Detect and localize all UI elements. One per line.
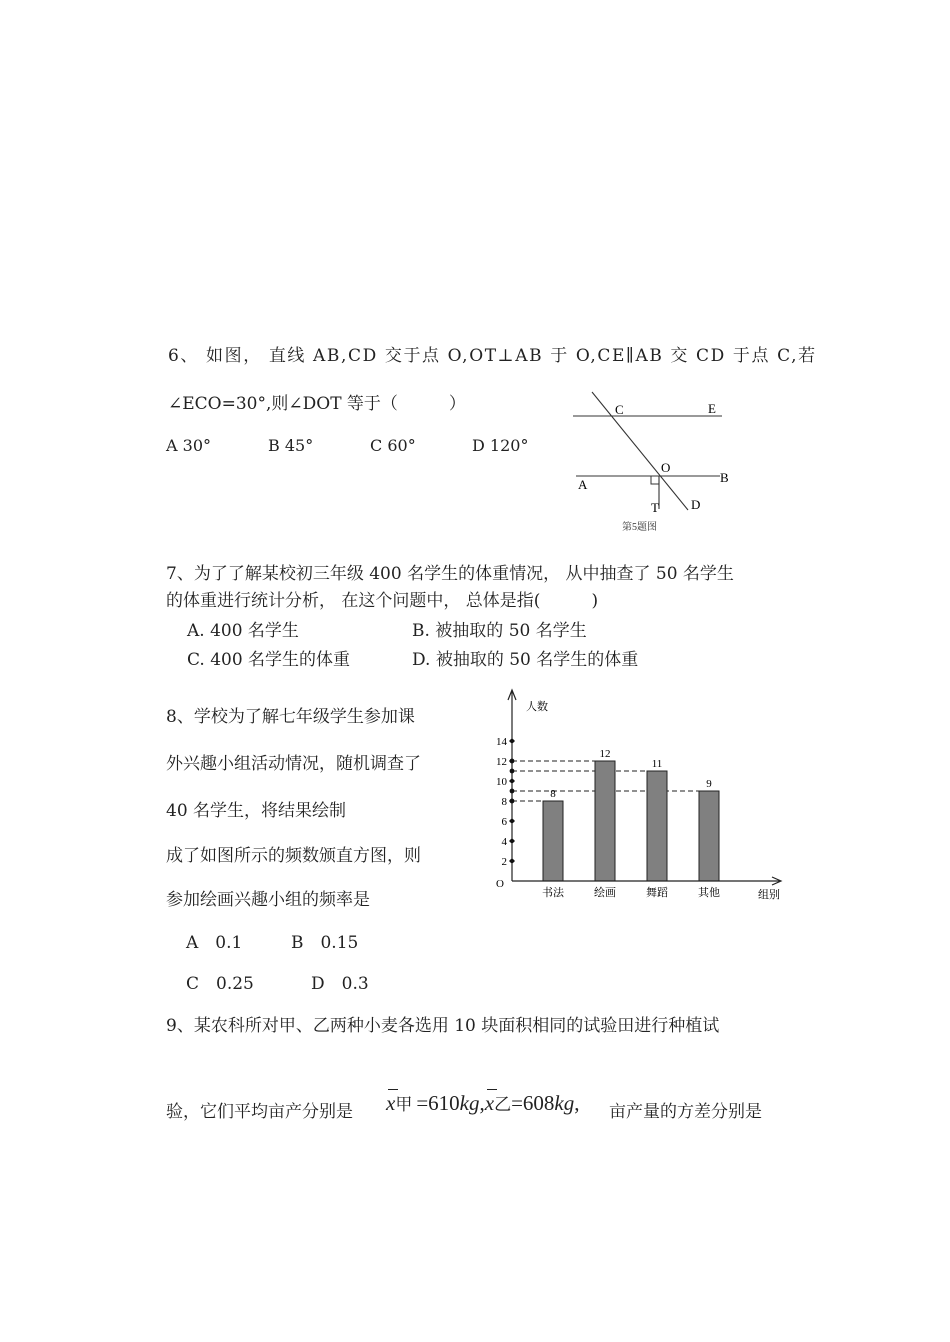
q9-line2-start: 验，它们平均亩产分别是 (166, 1102, 353, 1122)
y-tick-label-1: 2 (501, 856, 507, 868)
y-tick-dot-3 (510, 819, 514, 823)
unit-2: kg (554, 1091, 575, 1115)
y-tick-label-5: 10 (496, 776, 507, 788)
y-tick-dot-1 (510, 859, 514, 863)
y-tick-label-2: 4 (501, 836, 507, 848)
q6-option-b: B 45° (268, 436, 314, 455)
data-label-3: 11 (651, 758, 663, 770)
point-t-label: T (651, 500, 659, 515)
q8-line1: 8、学校为了解七年级学生参加课 (166, 707, 415, 727)
q6-option-d: D 120° (472, 436, 529, 455)
y-tick-label-4: 8 (501, 796, 507, 808)
mean-value-1: =610 (416, 1091, 460, 1115)
formula-comma-2: , (574, 1091, 580, 1115)
q6-option-c: C 60° (370, 436, 416, 455)
q8-histogram (480, 685, 800, 910)
q6-geometry-figure (560, 385, 760, 540)
q9-line2-end: 亩产量的方差分别是 (609, 1102, 762, 1122)
q9-line1: 9、某农科所对甲、乙两种小麦各选用 10 块面积相同的试验田进行种植试 (166, 1016, 720, 1036)
q7-option-b: B. 被抽取的 50 名学生 (412, 621, 587, 641)
bar-1 (543, 801, 563, 881)
x-axis-label: 组别 (758, 889, 780, 901)
q7-line1: 7、为了了解某校初三年级 400 名学生的体重情况， 从中抽查了 50 名学生 (166, 564, 734, 584)
y-tick-dot-7 (510, 739, 514, 743)
q6-line1: 6、 如图， 直线 AB,CD 交于点 O,OT⊥AB 于 O,CE∥AB 交 CD 于点 C,若 (168, 346, 817, 366)
y-tick-dot-4 (510, 799, 514, 803)
q6-option-a: A 30° (166, 436, 211, 455)
point-d-label: D (691, 497, 701, 512)
category-label-3: 舞蹈 (646, 887, 668, 899)
category-label-2: 绘画 (594, 887, 616, 899)
q8-option-c: C 0.25 (186, 974, 254, 994)
y-tick-dot-5 (510, 779, 514, 783)
x-bar-1: x (386, 1091, 395, 1115)
y-tick-dot-2 (510, 839, 514, 843)
data-label-2: 12 (599, 748, 611, 760)
category-label-1: 书法 (542, 887, 564, 899)
unit-1: kg (459, 1091, 480, 1115)
q8-option-b: B 0.15 (291, 933, 359, 953)
y-tick-label-6: 12 (496, 756, 507, 768)
point-o-label: O (661, 460, 671, 475)
q7-option-c: C. 400 名学生的体重 (187, 650, 351, 670)
y-axis-label: 人数 (526, 701, 548, 713)
value-marker-4 (510, 789, 515, 794)
category-label-4: 其他 (698, 887, 720, 899)
origin-label: O (496, 878, 504, 890)
data-label-4: 9 (706, 778, 712, 790)
q7-option-d: D. 被抽取的 50 名学生的体重 (412, 650, 639, 670)
line-cd (592, 392, 688, 510)
q8-line2: 外兴趣小组活动情况，随机调查了 (166, 754, 421, 774)
bar-2 (595, 761, 615, 881)
q7-line2: 的体重进行统计分析， 在这个问题中， 总体是指( ) (166, 591, 599, 611)
y-tick-dot-6 (510, 759, 514, 763)
q8-line3: 40 名学生，将结果绘制 (166, 801, 347, 821)
point-a-label: A (578, 477, 588, 492)
value-marker-3 (510, 769, 515, 774)
q8-option-d: D 0.3 (311, 974, 369, 994)
y-tick-label-3: 6 (501, 816, 507, 828)
q8-line4: 成了如图所示的频数颁直方图，则 (166, 846, 421, 866)
q9-mean-formula (386, 1086, 580, 1120)
data-label-1: 8 (550, 788, 556, 800)
figure-caption: 第5题图 (622, 522, 657, 533)
q6-line2: ∠ECO=30°,则∠DOT 等于（ ） (168, 394, 466, 414)
q7-option-a: A. 400 名学生 (187, 621, 299, 641)
right-angle-mark (651, 476, 659, 484)
q8-line5: 参加绘画兴趣小组的频率是 (166, 890, 370, 910)
subscript-yi: 乙 (494, 1095, 512, 1115)
x-bar-2: x (485, 1091, 494, 1115)
mean-value-2: =608 (511, 1091, 555, 1115)
formula-comma: , (479, 1091, 485, 1115)
point-e-label: E (708, 401, 716, 416)
point-c-label: C (615, 402, 624, 417)
bar-3 (647, 771, 667, 881)
q8-option-a: A 0.1 (186, 933, 243, 953)
subscript-jia: 甲 (395, 1095, 413, 1115)
point-b-label: B (720, 470, 729, 485)
y-tick-label-7: 14 (496, 736, 507, 748)
bar-4 (699, 791, 719, 881)
